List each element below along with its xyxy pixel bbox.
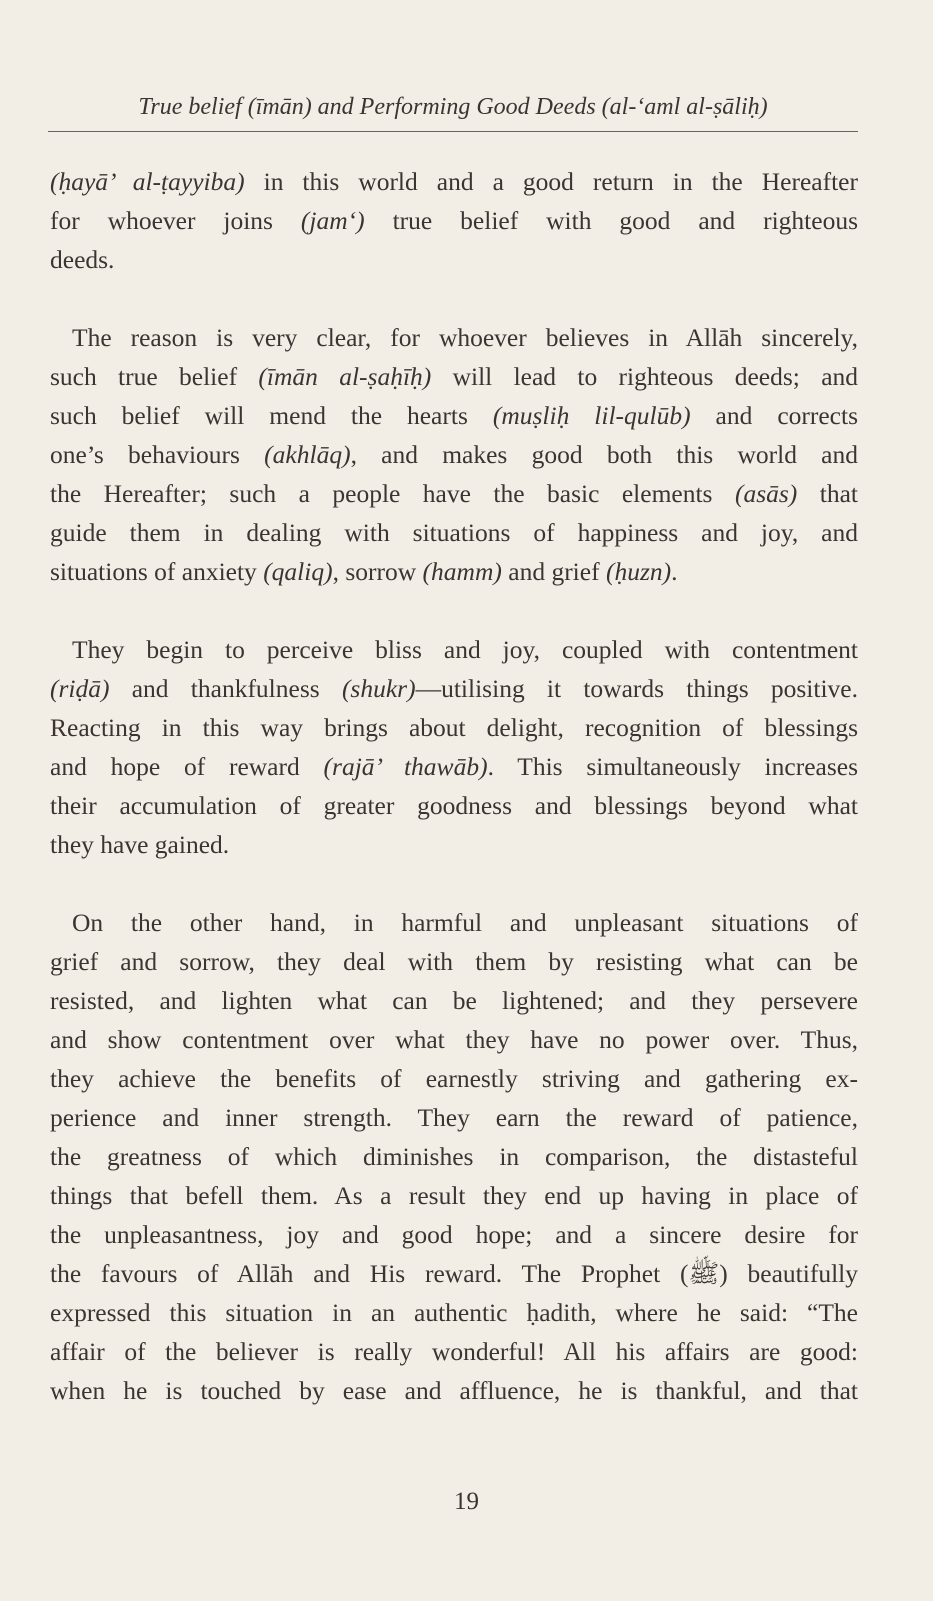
text-line [50,1332,858,1371]
page-number: 19 [454,1488,479,1515]
text-run: will lead to righteous deeds; and [431,362,859,391]
text-run: their accumulation of greater goodness and blessings beyond what [50,791,858,820]
text-run: for whoever joins [50,206,301,235]
italic-term: (asās) [734,479,798,508]
text-line [50,942,858,981]
text-run: , and makes good both this world and [350,440,858,469]
italic-term: (jam‘) [300,206,365,235]
italic-term: (ḥuzn) [605,557,672,586]
text-line [50,1059,858,1098]
text-line [50,825,858,864]
text-line [50,513,858,552]
paragraph [50,162,858,279]
text-run: —utilising it towards things positive. [415,674,859,703]
text-line [50,474,858,513]
header-rule [48,131,858,132]
text-line [50,435,858,474]
text-line [50,981,858,1020]
text-line [50,786,858,825]
text-run: and hope of reward [50,752,324,781]
text-line [50,1020,858,1059]
text-run: On the other hand, in harmful and unpleasant situations of [72,908,858,937]
body-text [50,162,858,1449]
text-run: and grief [501,557,606,586]
text-run: that [797,479,858,508]
text-run: . [671,557,678,586]
text-run: deeds. [50,245,115,274]
italic-term: (rajā’ thawāb) [323,752,488,781]
running-header: True belief (īmān) and Performing Good Deeds (al-‘aml al-ṣāliḥ) [138,94,768,120]
text-line [50,1137,858,1176]
italic-term: (riḍā) [50,674,110,703]
text-run: perience and inner strength. They earn the reward of patience, [50,1103,858,1132]
text-run: resisted, and lighten what can be lightened; and they persevere [50,986,858,1015]
text-line [50,1098,858,1137]
text-line [50,357,858,396]
italic-term: (hamm) [422,557,502,586]
text-run: They begin to perceive bliss and joy, coupled with contentment [72,635,858,664]
text-run: the favours of Allāh and His reward. The Prophet (ﷺ) beautifully [50,1259,858,1288]
text-line [50,1215,858,1254]
text-line [50,747,858,786]
text-run: the greatness of which diminishes in comparison, the distasteful [50,1142,858,1171]
paragraph [50,630,858,864]
italic-term: (qaliq) [263,557,333,586]
text-line [50,669,858,708]
text-run: and corrects [690,401,859,430]
text-run: they have gained. [50,830,230,859]
paragraph [50,903,858,1410]
text-run: true belief with good and righteous [364,206,858,235]
text-run: the Hereafter; such a people have the basic elements [50,479,735,508]
italic-term: (akhlāq) [264,440,351,469]
text-line [50,240,858,279]
text-run: and show contentment over what they have no power over. Thus, [50,1025,858,1054]
text-run: affair of the believer is really wonderful! All his affairs are good: [50,1337,858,1366]
text-line [50,630,858,669]
text-run: they achieve the benefits of earnestly striving and gathering ex- [50,1064,858,1093]
text-run: guide them in dealing with situations of happiness and joy, and [50,518,858,547]
text-line [50,708,858,747]
text-line [50,1176,858,1215]
text-line [50,1371,858,1410]
paragraph [50,318,858,591]
text-run: , sorrow [332,557,423,586]
text-line [50,318,858,357]
text-line [50,552,858,591]
text-run: grief and sorrow, they deal with them by resisting what can be [50,947,858,976]
text-run: one’s behaviours [50,440,265,469]
italic-term: (muṣliḥ lil-qulūb) [492,401,691,430]
text-line [50,201,858,240]
text-run: in this world and a good return in the Hereafter [244,167,858,196]
text-run: things that befell them. As a result they end up having in place of [50,1181,858,1210]
text-run: situations of anxiety [50,557,264,586]
text-run: The reason is very clear, for whoever believes in Allāh sincerely, [72,323,858,352]
text-line [50,162,858,201]
text-run: Reacting in this way brings about delight, recognition of blessings [50,713,858,742]
text-line [50,903,858,942]
text-run: such belief will mend the hearts [50,401,493,430]
text-run: the unpleasantness, joy and good hope; and a sincere desire for [50,1220,858,1249]
text-run: . This simultaneously increases [487,752,858,781]
italic-term: (ḥayā’ al-ṭayyiba) [50,167,245,196]
italic-term: (shukr) [341,674,416,703]
text-line [50,1254,858,1293]
text-line [50,1293,858,1332]
text-line [50,396,858,435]
text-run: such true belief [50,362,259,391]
text-run: and thankfulness [109,674,342,703]
italic-term: (īmān al-ṣaḥīḥ) [258,362,432,391]
text-run: when he is touched by ease and affluence, he is thankful, and that [50,1376,858,1405]
text-run: expressed this situation in an authentic ḥadith, where he said: “The [50,1298,858,1327]
